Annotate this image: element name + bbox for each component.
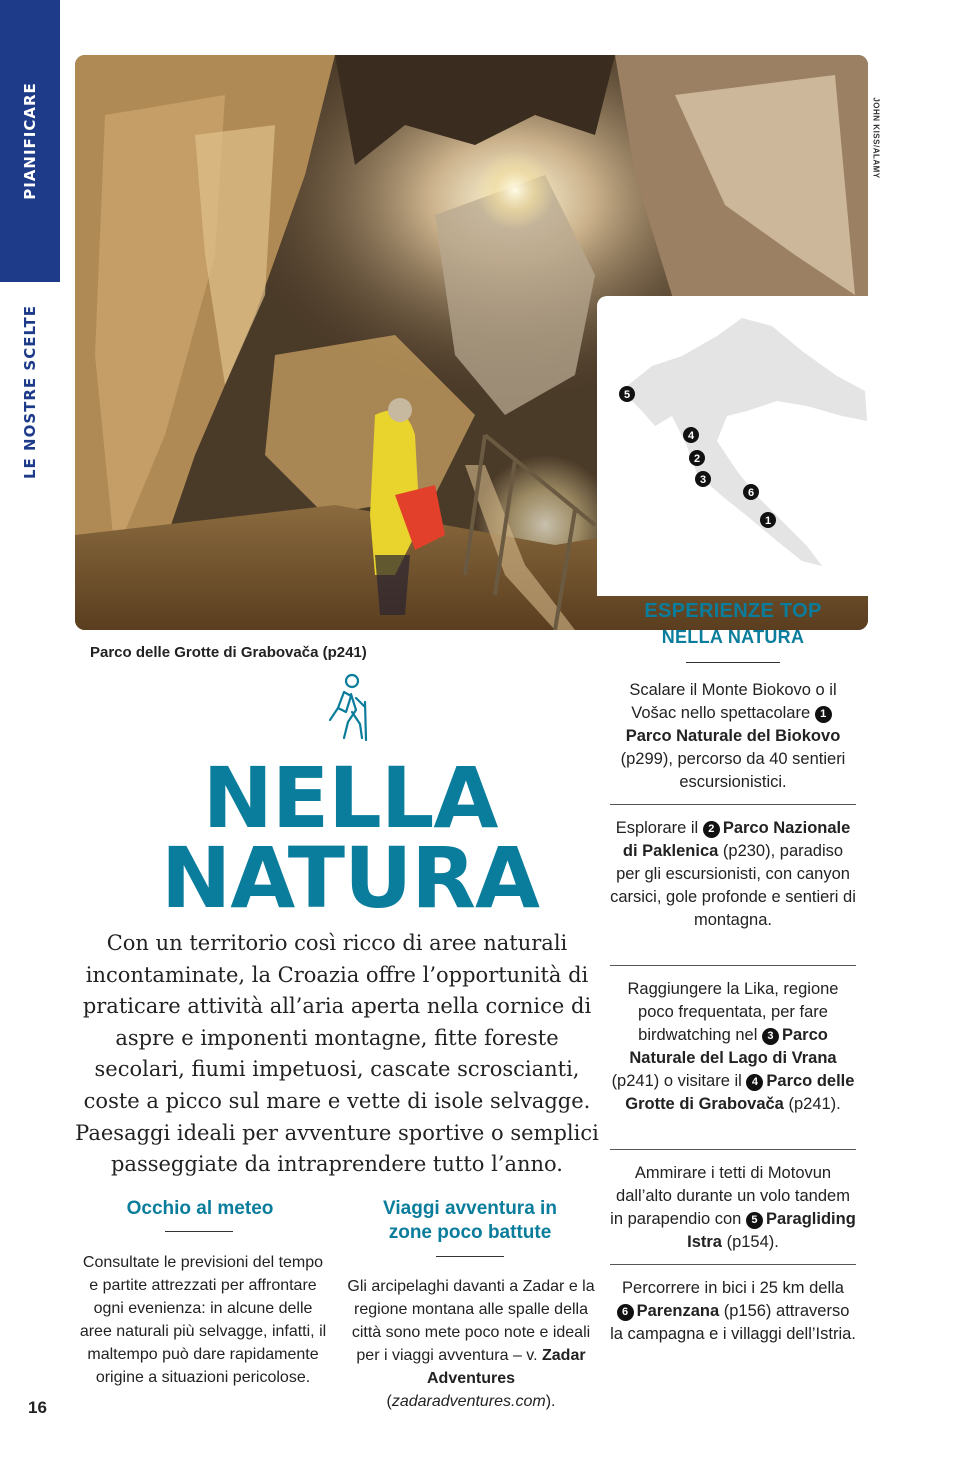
croatia-map [597,296,872,596]
marker-3: 3 [762,1028,779,1045]
section-tab-label: PIANIFICARE [21,82,39,200]
top-item-5: Percorrere in bici i 25 km della 6 Parenzana (p156) attraverso la campagna e i villaggi dell’Istria. [610,1279,856,1343]
item-divider [610,1149,856,1150]
adventure-box-text: Gli arcipelaghi davanti a Zadar e la regione montana alle spalle della città sono mete poco note e ideali per i viaggi avventura – v. Zadar Adventures (zadaradventures.com). [347,1278,595,1410]
meteo-box-text: Consultate le previsioni del tempo e partite attrezzati per affrontare ogni evenienza: in alcune delle aree naturali più selvagge, infatti, il maltempo può dare rapidamente origine a situazioni pericolose. [79,1254,327,1386]
top-item-2: Esplorare il 2 Parco Nazionale di Paklenica (p230), paradiso per gli escursionisti, con canyon carsici, gole profonde e sentieri di montagna. [610,819,856,929]
top-experiences-heading: ESPERIENZE TOP NELLA NATURA [644,600,822,647]
map-marker-5: 5 [623,389,631,401]
top-item-4: Ammirare i tetti di Motovun dall’alto durante un volo tandem in parapendio con 5 Paragliding Istra (p154). [610,1164,856,1251]
photo-credit: JOHN KISS/ALAMY [871,96,881,179]
adventure-company: Zadar Adventures [426,1347,586,1387]
adventure-box-title: Viaggi avventura in zone poco battute [383,1198,557,1243]
page-number: 16 [28,1398,47,1417]
title-line-2: NATURA [161,829,539,927]
map-marker-2: 2 [693,453,701,465]
marker-6: 6 [617,1304,634,1321]
adventure-divider [436,1256,504,1257]
marker-5: 5 [746,1212,763,1229]
adventure-url[interactable]: zadaradventures.com [391,1393,546,1410]
photo-caption: Parco delle Grotte di Grabovača (p241) [90,644,367,661]
top-item-3: Raggiungere la Lika, regione poco frequentata, per fare birdwatching nel 3 Parco Naturale del Lago di Vrana (p241) o visitare il 4 Parco delle Grotte di Grabovača (p241). [611,980,855,1113]
top-divider [686,662,780,663]
page-title [100,749,600,927]
item-divider [610,804,856,805]
item-divider [610,965,856,966]
hiker-icon [318,672,378,744]
map-marker-1: 1 [764,515,772,527]
meteo-divider [165,1231,233,1232]
marker-2: 2 [703,821,720,838]
map-marker-3: 3 [699,474,707,486]
map-marker-6: 6 [747,487,755,499]
marker-1: 1 [815,706,832,723]
section-tab [0,0,60,282]
subsection-tab-label: LE NOSTRE SCELTE [21,305,39,479]
meteo-box-title: Occhio al meteo [126,1198,274,1219]
marker-4: 4 [746,1074,763,1091]
intro-paragraph: Con un territorio così ricco di aree naturali incontaminate, la Croazia offre l’opportunità di praticare attività all’aria aperta nella cornice di aspre e imponenti montagne, fitte foreste secolari, fiumi impetuosi, cascate scroscianti, coste a picco sul mare e vette di isole selvagge. Paesaggi ideali per avventure sportive o semplici passeggiate da intraprendere tutto l’anno. [75,931,599,1177]
item-divider [610,1264,856,1265]
subsection-tab [0,282,60,502]
map-marker-4: 4 [687,430,695,442]
title-line-1: NELLA [202,749,498,847]
top-item-1: Scalare il Monte Biokovo o il Vošac nello spettacolare 1Parco Naturale del Biokovo (p299), percorso da 40 sentieri escursionistici. [620,681,846,791]
